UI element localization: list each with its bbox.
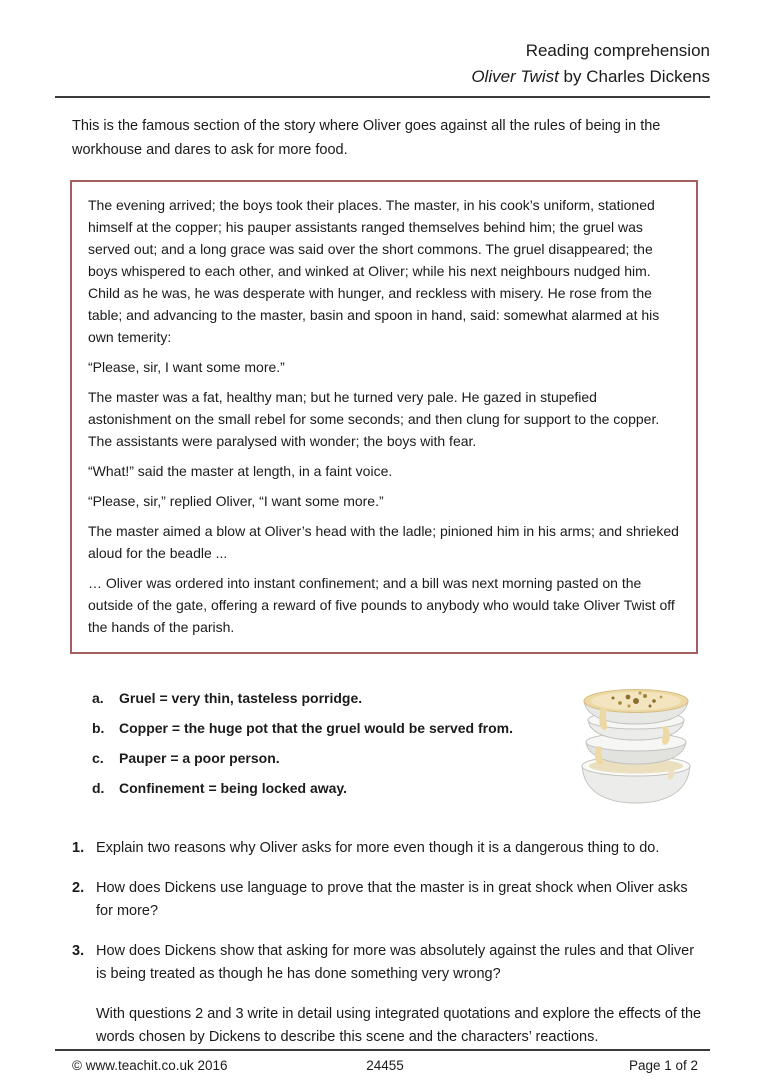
intro-text: This is the famous section of the story where Oliver goes against all the rules of being in the workhouse and dares to ask for more food.: [72, 118, 661, 158]
glossary-item-pauper: [92, 748, 558, 768]
glossary-letter: c.: [92, 750, 104, 766]
footer-copyright: © www.teachit.co.uk 2016: [72, 1058, 228, 1073]
passage-paragraph-7: … Oliver was ordered into instant confinement; and a bill was next morning pasted on the outside of the gate, offering a reward of five pounds to anybody who would take Oliver Twist off the hands of the parish.: [88, 575, 675, 635]
book-title-italic: Oliver Twist: [471, 67, 559, 86]
question-text: How does Dickens use language to prove that the master is in great shock when Oliver asks for more?: [96, 880, 688, 919]
glossary-definition: Pauper = a poor person.: [119, 750, 280, 766]
glossary-item-confinement: [92, 778, 558, 798]
glossary-item-gruel: [92, 688, 558, 708]
question-number: 1.: [72, 840, 85, 856]
page-footer: [0, 1049, 768, 1086]
gruel-bowls-icon: [566, 680, 706, 806]
question-text: Explain two reasons why Oliver asks for more even though it is a dangerous thing to do.: [96, 840, 660, 856]
passage-paragraph-5: “Please, sir,” replied Oliver, “I want some more.”: [88, 493, 384, 509]
header-rule: [55, 96, 710, 98]
question-3: [72, 940, 702, 986]
glossary-item-copper: [92, 718, 558, 738]
glossary-list: [92, 680, 558, 808]
glossary-definition: Confinement = being locked away.: [119, 780, 348, 796]
question-2: [72, 877, 702, 923]
header-subject: Reading comprehension: [525, 41, 710, 60]
footer-resource-id: 24455: [366, 1058, 404, 1073]
header-title-rest: by Charles Dickens: [558, 67, 710, 86]
question-1: [72, 837, 702, 860]
gruel-bowls-image: [566, 680, 706, 811]
header-title: [55, 64, 710, 90]
glossary-section: [92, 680, 706, 811]
passage-paragraph-2: “Please, sir, I want some more.”: [88, 359, 285, 375]
footer-rule: [55, 1049, 710, 1051]
page-header: [55, 38, 710, 98]
questions-list: [72, 837, 702, 1003]
instruction-note: With questions 2 and 3 write in detail using integrated quotations and explore the effects of the words chosen by Dickens to describe this scene and the characters’ reactions.: [96, 1006, 702, 1045]
passage-paragraph-3: The master was a fat, healthy man; but he turned very pale. He gazed in stupefied astonishment on the small rebel for some seconds; and then clung for support to the copper. The assistants were paralysed with wonder; the boys with fear.: [88, 389, 660, 449]
glossary-letter: d.: [92, 780, 105, 796]
question-number: 3.: [72, 943, 85, 959]
question-text: How does Dickens show that asking for more was absolutely against the rules and that Oliver is being treated as though he has done something very wrong?: [96, 943, 695, 982]
glossary-definition: Gruel = very thin, tasteless porridge.: [119, 690, 363, 706]
passage-box: [70, 180, 698, 654]
question-number: 2.: [72, 880, 85, 896]
passage-paragraph-6: The master aimed a blow at Oliver’s head with the ladle; pinioned him in his arms; and shrieked aloud for the beadle ...: [88, 523, 679, 561]
glossary-letter: a.: [92, 690, 104, 706]
glossary-letter: b.: [92, 720, 105, 736]
passage-paragraph-4: “What!” said the master at length, in a faint voice.: [88, 463, 393, 479]
passage-paragraph-1: The evening arrived; the boys took their places. The master, in his cook’s uniform, stationed himself at the copper; his pauper assistants ranged themselves behind him; the gruel was served out; and a long grace was said over the short commons. The gruel disappeared; the boys whispered to each other, and winked at Oliver; while his next neighbours nudged him. Child as he was, he was desperate with hunger, and reckless with misery. He rose from the table; and advancing to the master, basin and spoon in hand, said: somewhat alarmed at his own temerity:: [88, 197, 660, 345]
glossary-definition: Copper = the huge pot that the gruel would be served from.: [119, 720, 513, 736]
footer-page-number: Page 1 of 2: [628, 1058, 699, 1073]
